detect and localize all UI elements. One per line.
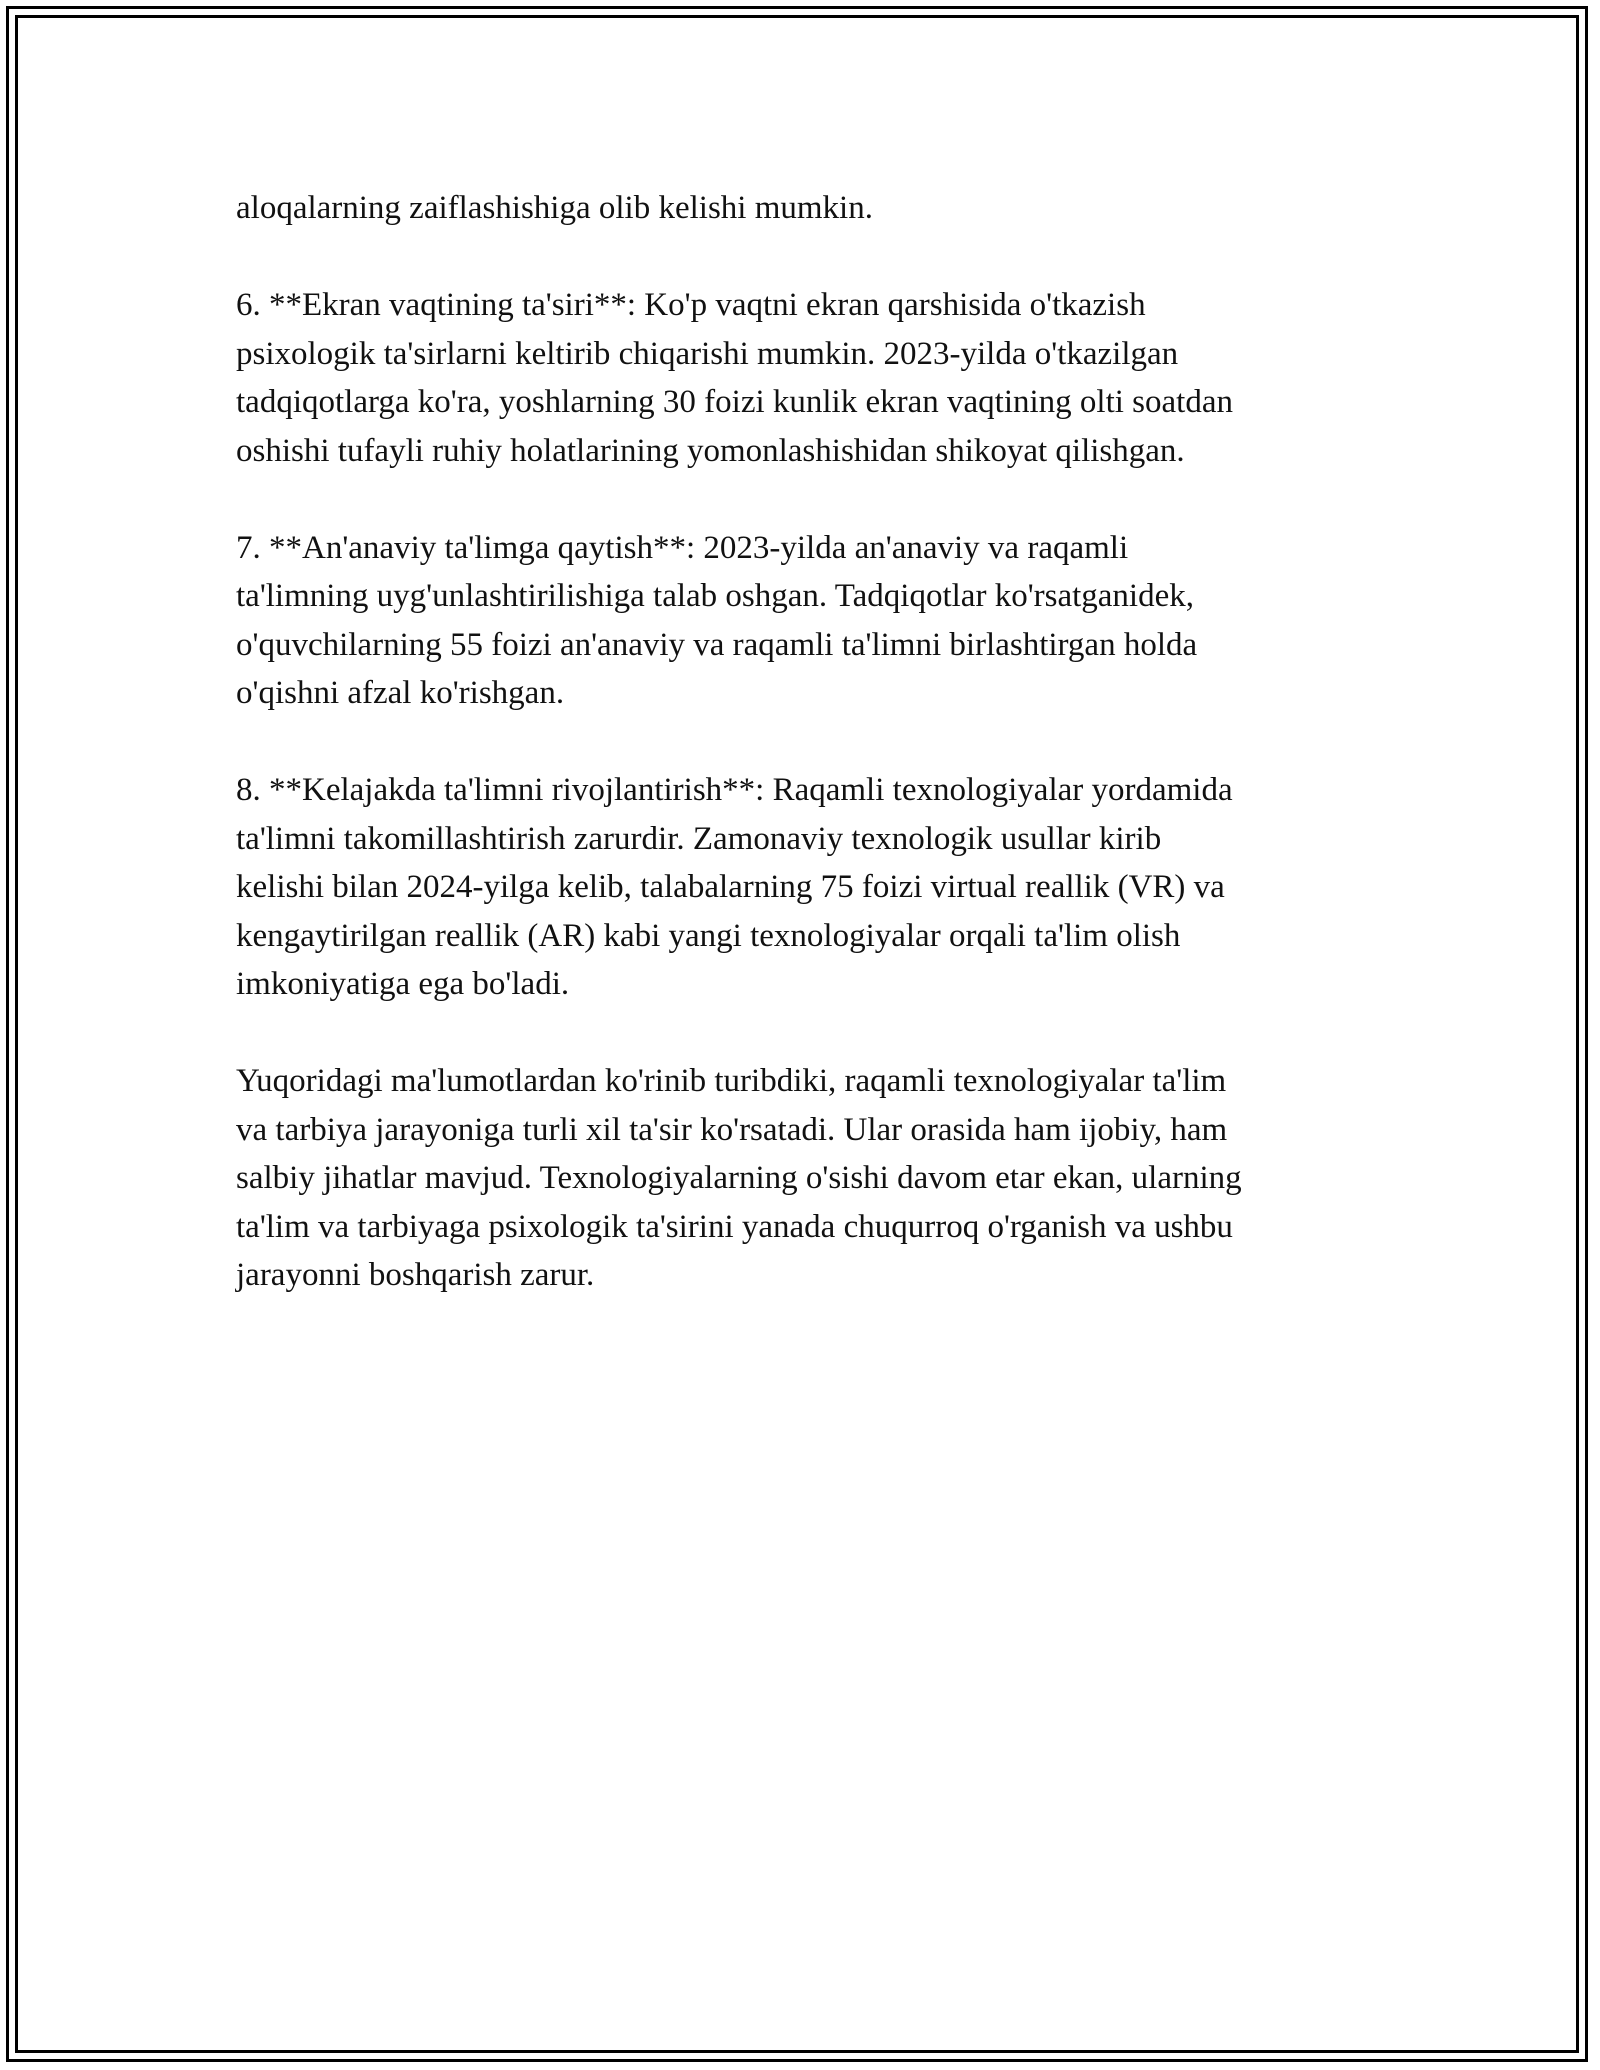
paragraph-item-7-traditional-education: 7. **An'anaviy ta'limga qaytish**: 2023-yilda an'anaviy va raqamli ta'limning uyg'unlashtirilishiga talab oshgan. Tadqiqotlar ko'rsatganidek, o'quvchilarning 55 foizi an'anaviy va raqamli ta'limni birlashtirgan holda o'qishni afzal ko'rishgan. [236,529,1198,711]
paragraph-conclusion: Yuqoridagi ma'lumotlardan ko'rinib turibdiki, raqamli texnologiyalar ta'lim va tarbiya jarayoniga turli xil ta'sir ko'rsatadi. Ular orasida ham ijobiy, ham salbiy jihatlar mavjud. Texnologiyalarning o'sishi davom etar ekan, ularning ta'lim va tarbiyaga psixologik ta'sirini yanada chuqurroq o'rganish va ushbu jarayonni boshqarish zarur. [236,1063,1242,1293]
paragraph-item-8-future-education: 8. **Kelajakda ta'limni rivojlantirish**: Raqamli texnologiyalar yordamida ta'limni takomillashtirish zarurdir. Zamonaviy texnologik usullar kirib kelishi bilan 2024-yilga kelib, talabalarning 75 foizi virtual reallik (VR) va kengaytirilgan reallik (AR) kabi yangi texnologiyalar orqali ta'lim olish imkoniyatiga ega bo'ladi. [236,772,1233,1002]
paragraph-item-6-screen-time: 6. **Ekran vaqtining ta'siri**: Ko'p vaqtni ekran qarshisida o'tkazish psixologik ta'sirlarni keltirib chiqarishi mumkin. 2023-yilda o'tkazilgan tadqiqotlarga ko'ra, yoshlarning 30 foizi kunlik ekran vaqtining olti soatdan oshishi tufayli ruhiy holatlarining yomonlashishidan shikoyat qilishgan. [236,287,1233,469]
document-body [236,184,1366,1300]
paragraph-continuation: aloqalarning zaiflashishiga olib kelishi mumkin. [236,190,873,226]
